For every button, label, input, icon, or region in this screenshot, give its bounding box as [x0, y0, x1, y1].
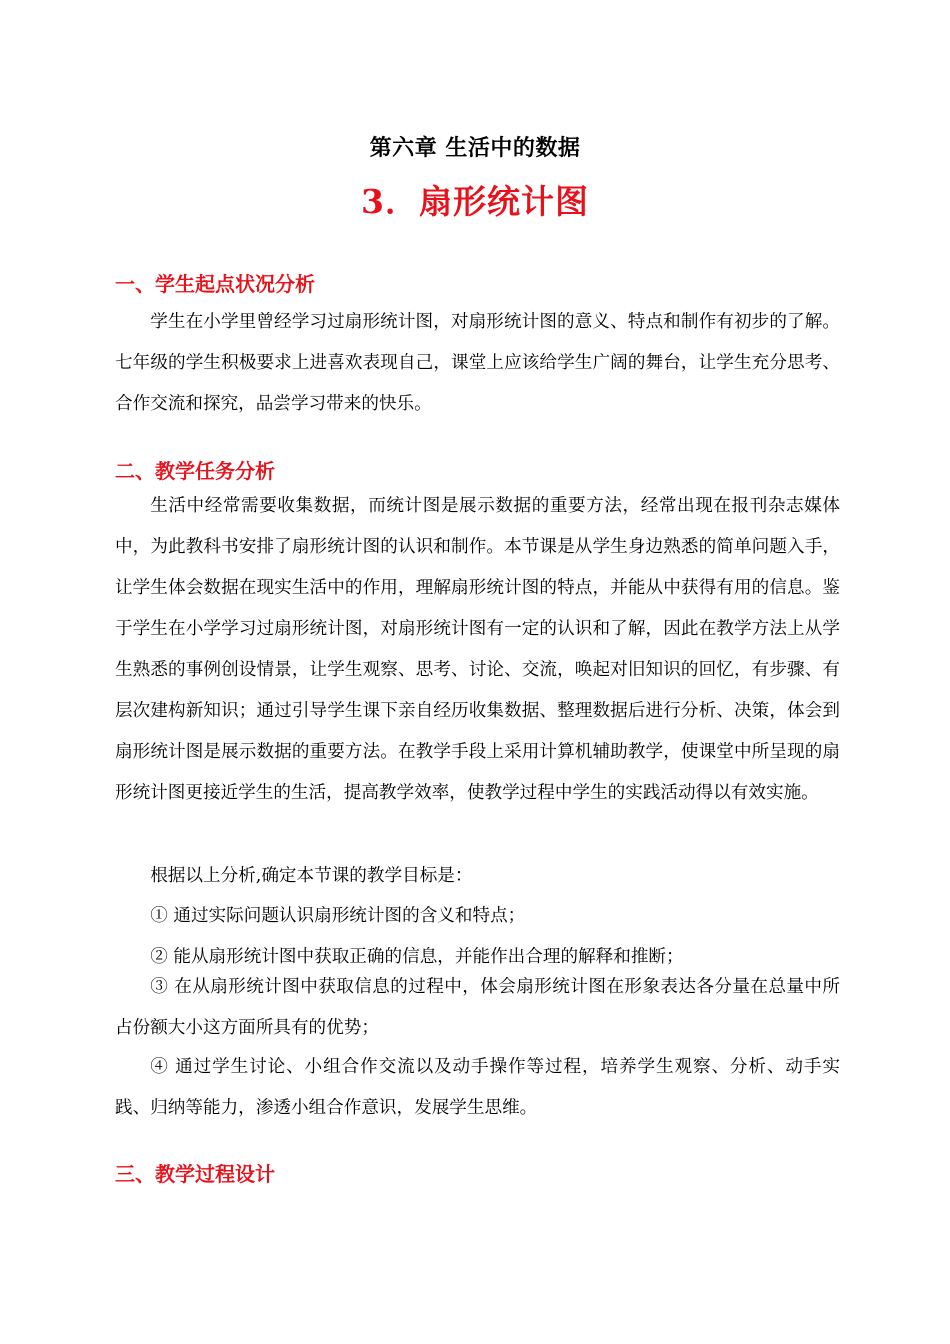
paragraph-student-analysis: 学生在小学里曾经学习过扇形统计图，对扇形统计图的意义、特点和制作有初步的了解。七年级的学生积极要求上进喜欢表现自己，课堂上应该给学生广阔的舞台，让学生充分思考、合作交流和探究，品尝学习带来的快乐。 — [115, 312, 840, 414]
paragraph-goals-intro: 根据以上分析,确定本节课的教学目标是： — [150, 866, 473, 886]
paragraph-task-analysis: 生活中经常需要收集数据，而统计图是展示数据的重要方法，经常出现在报刊杂志媒体中，为此教科书安排了扇形统计图的认识和制作。本节课是从学生身边熟悉的简单问题入手，让学生体会数据在现实生活中的作用，理解扇形统计图的特点，并能从中获得有用的信息。鉴于学生在小学学习过扇形统计图，对扇形统计图有一定的认识和了解，因此在教学方法上从学生熟悉的事例创设情景，让学生观察、思考、讨论、交流，唤起对旧知识的回忆，有步骤、有层次建构新知识；通过引导学生课下亲自经历收集数据、整理数据后进行分析、决策，体会到扇形统计图是展示数据的重要方法。在教学手段上采用计算机辅助教学，使课堂中所呈现的扇形统计图更接近学生的生活，提高教学效率，使教学过程中学生的实践活动得以有效实施。 — [115, 496, 840, 803]
section-heading-student-analysis: 一、学生起点状况分析 — [115, 272, 315, 296]
chapter-title: 第六章 生活中的数据 — [369, 135, 581, 161]
goal-item-3: ③ 在从扇形统计图中获取信息的过程中，体会扇形统计图在形象表达各分量在总量中所占份额大小这方面所具有的优势； — [115, 977, 840, 1038]
goal-item-4: ④ 通过学生讨论、小组合作交流以及动手操作等过程，培养学生观察、分析、动手实践、归纳等能力，渗透小组合作意识，发展学生思维。 — [115, 1057, 840, 1118]
section-heading-task-analysis: 二、教学任务分析 — [115, 459, 275, 483]
goal-item-2: ② 能从扇形统计图中获取正确的信息，并能作出合理的解释和推断； — [150, 947, 684, 967]
section-heading-process-design: 三、教学过程设计 — [115, 1162, 275, 1186]
goal-item-1: ① 通过实际问题认识扇形统计图的含义和特点； — [150, 906, 526, 926]
lesson-title: 3．扇形统计图 — [361, 182, 589, 221]
